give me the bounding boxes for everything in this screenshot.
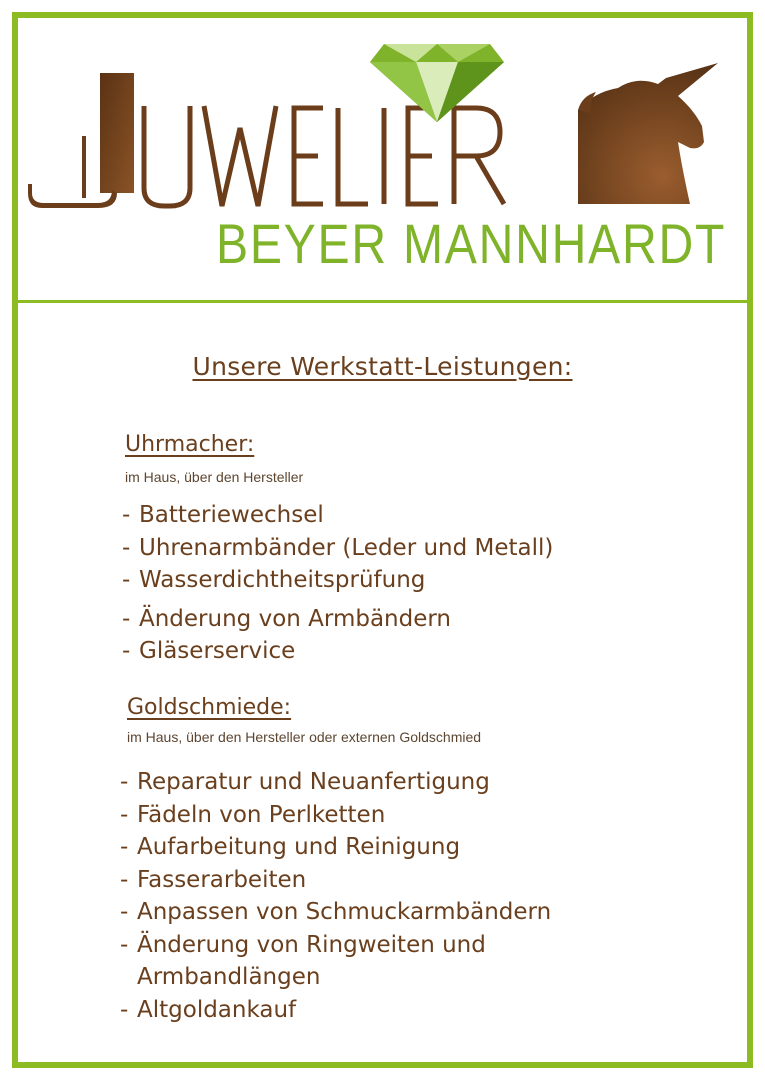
section-title-goldschmiede: Goldschmiede: [127, 695, 292, 720]
list-item-continuation: Armbandlängen [137, 964, 321, 990]
list-item: - Fädeln von Perlketten [120, 801, 386, 828]
service-list-goldschmiede [120, 766, 551, 1026]
list-item: - Aufarbeitung und Reinigung [120, 834, 461, 860]
list-item: - Änderung von Armbändern [122, 605, 451, 632]
list-item: - Fasserarbeiten [120, 866, 307, 893]
page-title: Unsere Werkstatt-Leistungen: [192, 352, 573, 381]
list-item: - Gläserservice [122, 638, 296, 664]
list-item: - Änderung von Ringweiten und [120, 931, 486, 958]
list-item: - Batteriewechsel [122, 502, 324, 528]
list-item: - Anpassen von Schmuckarmbändern [120, 899, 552, 925]
list-item: - Uhrenarmbänder (Leder und Metall) [122, 534, 554, 561]
list-item: - Wasserdichtheitsprüfung [122, 567, 426, 593]
section-subtitle-goldschmiede: im Haus, über den Hersteller oder externen Goldschmied [127, 729, 482, 745]
list-item: - Altgoldankauf [120, 996, 297, 1023]
list-item: - Reparatur und Neuanfertigung [120, 769, 490, 795]
brand-subtitle: BEYER MANNHARDT [216, 212, 727, 275]
section-title-uhrmacher: Uhrmacher: [125, 432, 255, 457]
section-subtitle-uhrmacher: im Haus, über den Hersteller [125, 469, 304, 485]
service-list-uhrmacher [122, 499, 553, 668]
